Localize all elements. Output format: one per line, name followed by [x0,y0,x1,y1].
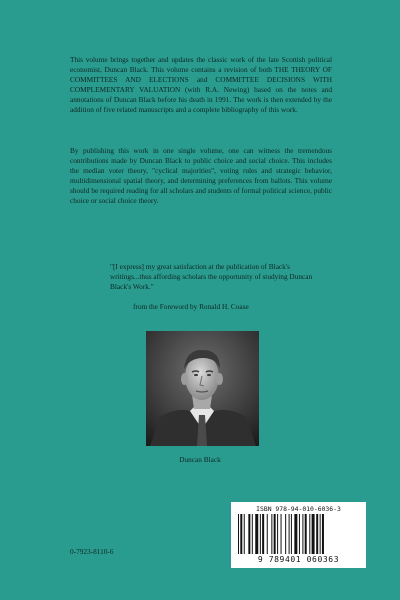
description-paragraph-2: By publishing this work in one single volume, one can witness the tremendous contributions made by Duncan Black to public choice and social choice. This includes the median voter theory, "cyclical majorities", voting rules and strategic behavior, multidimensional spatial theory, and determining preferences from ballots. This volume should be required reading for all scholars and students of formal political science, public choice or social choice theory. [70,146,332,205]
author-photo [146,331,259,446]
isbn-10: 0-7923-8110-6 [70,547,114,556]
barcode [231,502,366,568]
quote-attribution: from the Foreword by Ronald H. Coase [133,302,249,311]
barcode-digits: 9 789401 060363 [257,555,340,564]
barcode-isbn-label: ISBN 978-94-010-6036-3 [256,505,341,513]
description-paragraph-1: This volume brings together and updates the classic work of the late Scottish political economist, Duncan Black. This volume contains a revision of both THE THEORY OF COMMITTEES AND ELECTIONS and COMMITTEE DECISIONS WITH COMPLEMENTARY VALUATION (with R.A. Newing) based on the notes and annotations of Duncan Black before his death in 1991. The work is then extended by the addition of five related manuscripts and a complete bibliography of this work. [70,55,332,114]
photo-caption: Duncan Black [179,455,221,464]
barcode-bars [236,514,361,554]
foreword-quote: "[I express] my great satisfaction at the publication of Black's writings...thus affording scholars the opportunity of studying Duncan Black's Work." [110,262,313,291]
